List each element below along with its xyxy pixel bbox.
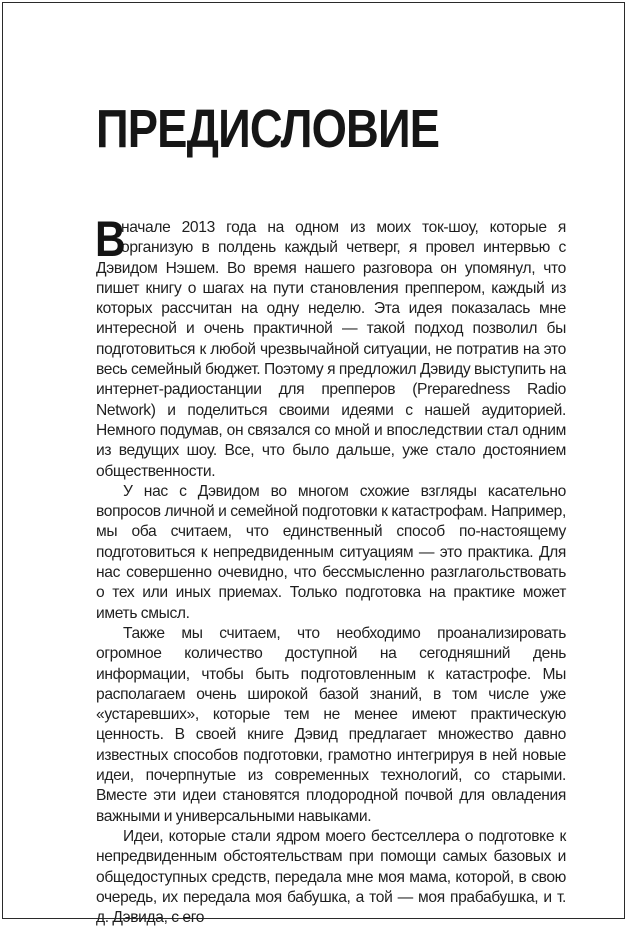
paragraph-3: Также мы считаем, что необходимо проанализировать огромное количество доступной на сегодняшний день информации, чтобы быть подготовленным к катастрофе. Мы располагаем очень широкой базой знаний, в том числе уже «устаревших», которые тем не менее имеют практическую ценность. В своей книге Дэвид предлагает множество давно известных способов подготовки, грамотно интегрируя в ней новые идеи, почерпнутые из современных технологий, со старыми. Вместе эти идеи становятся плодородной почвой для овладения важными и универсальными навыками.	[96, 624, 566, 825]
book-page	[2, 2, 625, 927]
chapter-heading: ПРЕДИСЛОВИЕ	[96, 99, 440, 159]
paragraph-1	[95, 211, 566, 482]
paragraph-4: Идеи, которые стали ядром моего бестселлера о подготовке к непредвиденным обстоятельствам при помощи самых базовых и общедоступных средств, передала мне моя мама, которой, в свою очередь, их передала моя бабушка, а той — моя прабабушка, и т. д. Дэвида, с его	[96, 827, 566, 927]
paragraph-2: У нас с Дэвидом во многом схожие взгляды касательно вопросов личной и семейной подготовки к катастрофам. Например, мы оба считаем, что единственный способ по-настоящему подготовиться к непредвиденным ситуациям — это практика. Для нас совершенно очевидно, что бессмысленно разглагольствовать о тех или иных приемах. Только подготовка на практике может иметь смысл.	[96, 482, 566, 622]
body-text	[95, 211, 566, 928]
drop-cap-letter: В	[95, 211, 126, 267]
paragraph-1-text: начале 2013 года на одном из моих ток-шоу, которые я организую в полдень каждый четверг, я провел интервью с Дэвидом Нэшем. Во время нашего разговора он упомянул, что пишет книгу о шагах на пути становления преппером, каждый из которых рассчитан на одну неделю. Эта идея показалась мне интересной и очень практичной — такой подход позволил бы подготовиться к любой чрезвычайной ситуации, не потратив на это весь семейный бюджет. Поэтому я предложил Дэвиду выступить на интернет-радиостанции для препперов (Preparedness Radio Network) и поделиться своими идеями с нашей аудиторией. Немного подумав, он связался со мной и впоследствии стал одним из ведущих шоу. Все, что было дальше, уже стало достоянием общественности.	[96, 219, 566, 480]
